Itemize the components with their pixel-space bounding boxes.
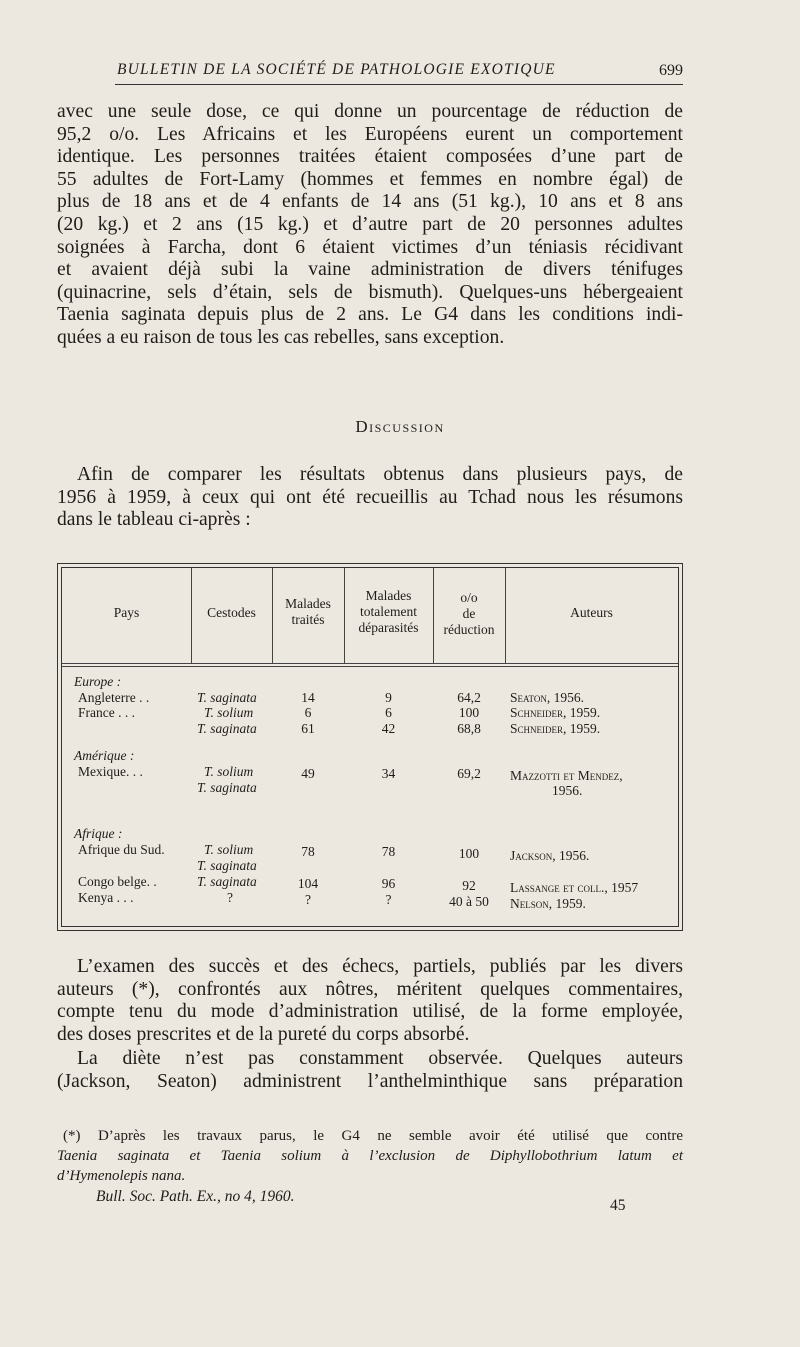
table-cell: T. saginata (197, 690, 257, 705)
text-line: Afin de comparer les résultats obtenus dans plusieurs pays, de (77, 464, 683, 485)
text-line: (quinacrine, sels d’étain, sels de bismuth). Quelques-uns hébergeaient (57, 281, 683, 303)
section-heading-discussion: Discussion (355, 417, 445, 436)
text-line: des doses prescrites et de la pureté du corps absorbé. (57, 1023, 470, 1045)
table-cell: Congo belge. . (78, 874, 157, 889)
table-cell: T. solium (204, 842, 254, 857)
table-cell: 104 (297, 876, 319, 891)
text-line: 55 adultes de Fort-Lamy (hommes et femmes en nombre égal) de (57, 168, 683, 190)
header-rule (62, 666, 678, 667)
text-line: 95,2 o/o. Les Africains et les Européens eurent un comportement (57, 123, 683, 145)
table-cell: 78 (301, 844, 315, 859)
results-table (57, 563, 683, 931)
table-cell: Lassange et coll., 1957 (510, 880, 639, 895)
table-cell: 42 (381, 721, 396, 736)
table-cell: 64,2 (457, 690, 481, 705)
table-cell: 100 (458, 846, 480, 861)
region-label: Europe : (74, 674, 122, 689)
table-cell: 14 (301, 690, 315, 705)
running-header (115, 60, 683, 85)
table-cell: 40 à 50 (449, 894, 489, 909)
table-cell: Jackson, 1956. (510, 848, 590, 863)
header-malades-deparasites (344, 588, 433, 636)
text-line: quées a eu raison de tous les cas rebelles, sans exception. (57, 326, 505, 348)
table-cell: 96 (381, 876, 396, 891)
header-line: déparasités (358, 620, 419, 635)
header-line: réduction (443, 622, 495, 637)
text-line: 1956 à 1959, à ceux qui ont été recueillis au Tchad nous les résumons (57, 486, 683, 508)
header-line: totalement (360, 604, 417, 619)
header-reduction (433, 590, 505, 638)
text-line: avec une seule dose, ce qui donne un pourcentage de réduction de (57, 101, 683, 122)
header-cestodes: Cestodes (207, 605, 256, 620)
text-line: (20 kg.) et 2 ans (15 kg.) et d’autre part de 20 personnes adultes (57, 213, 683, 235)
text-line: Taenia saginata depuis plus de 2 ans. Le G4 dans les conditions indi- (57, 304, 683, 326)
table-cell: Seaton, 1956. (510, 690, 584, 705)
paragraph-diet (57, 1048, 683, 1093)
paragraph-commentary (57, 956, 683, 1046)
folio-number: 45 (610, 1197, 626, 1214)
footnote-line: (*) D’après les travaux parus, le G4 ne semble avoir été utilisé que contre (63, 1128, 683, 1144)
table-cell: 61 (301, 721, 315, 736)
table-cell: Kenya . . . (78, 890, 134, 905)
text-line: La diète n’est pas constamment observée. Quelques auteurs (77, 1048, 683, 1069)
text-line: dans le tableau ci-après : (57, 509, 251, 531)
header-line: traités (291, 612, 325, 627)
table-cell: ? (227, 890, 233, 905)
table-cell: T. saginata (197, 780, 257, 795)
table-cell: 69,2 (457, 766, 481, 781)
journal-title: BULLETIN DE LA SOCIÉTÉ DE PATHOLOGIE EXOTIQUE (117, 61, 556, 78)
table-cell: 78 (381, 844, 396, 859)
header-pays: Pays (113, 605, 140, 620)
table-cell: 49 (301, 766, 315, 781)
table-cell: France . . . (78, 705, 135, 720)
footnote (57, 1126, 683, 1186)
table-cell: ? (385, 892, 392, 907)
header-rule (62, 663, 678, 664)
page-number: 699 (659, 62, 683, 79)
header-auteurs: Auteurs (570, 605, 613, 620)
header-line: Malades (365, 588, 412, 603)
text-line: compte tenu du mode d’administration utilisé, de la forme employée, (57, 1001, 683, 1023)
text-line: soignées à Farcha, dont 6 étaient victimes d’un téniasis récidivant (57, 236, 683, 258)
text-line: identique. Les personnes traitées étaient composées d’une part de (57, 146, 683, 168)
header-malades-traites (272, 596, 344, 628)
header-line: Malades (285, 596, 331, 611)
table-cell: 9 (385, 690, 392, 705)
table-cell: 6 (385, 705, 392, 720)
table-cell: 92 (462, 878, 476, 893)
header-line: de (462, 606, 476, 621)
table-cell: Schneider, 1959. (510, 721, 601, 736)
table-cell: Angleterre . . (78, 690, 150, 705)
text-line: L’examen des succès et des échecs, partiels, publiés par les divers (77, 956, 683, 977)
table-cell: 34 (381, 766, 396, 781)
table-cell: 100 (458, 705, 480, 720)
text-line: et avaient déjà subi la vaine administration de divers ténifuges (57, 259, 683, 281)
table-cell: Schneider, 1959. (510, 705, 601, 720)
table-cell: Mazzotti et Mendez, (510, 768, 623, 783)
paragraph-results (57, 101, 683, 350)
table-cell: Nelson, 1959. (510, 896, 586, 911)
region-label: Afrique : (74, 826, 123, 841)
journal-citation: Bull. Soc. Path. Ex., no 4, 1960. (96, 1188, 295, 1205)
table-cell: Afrique du Sud. (78, 842, 165, 857)
table-cell: T. saginata (197, 858, 257, 873)
footnote-line: Taenia saginata et Taenia solium à l’exclusion de Diphyllobothrium latum et (57, 1148, 683, 1164)
table-cell: T. saginata (197, 721, 257, 736)
table-cell: ? (305, 892, 311, 907)
table-cell: T. solium (204, 764, 254, 779)
table-cell: 68,8 (457, 721, 481, 736)
paragraph-comparison (57, 464, 683, 532)
header-line: o/o (460, 590, 478, 605)
table-cell: 1956. (552, 783, 583, 798)
table-cell: T. solium (204, 705, 254, 720)
table-frame (61, 567, 679, 927)
table-cell: Mexique. . . (78, 764, 143, 779)
text-line: plus de 18 ans et de 4 enfants de 14 ans (51 kg.), 10 ans et 8 ans (57, 191, 683, 213)
footnote-line: d’Hymenolepis nana. (57, 1168, 186, 1184)
text-line: auteurs (*), confrontés aux nôtres, méritent quelques commentaires, (57, 978, 683, 1000)
text-line: (Jackson, Seaton) administrent l’anthelminthique sans préparation (57, 1070, 683, 1092)
region-label: Amérique : (74, 748, 135, 763)
table-cell: 6 (304, 705, 312, 720)
table-cell: T. saginata (197, 874, 257, 889)
